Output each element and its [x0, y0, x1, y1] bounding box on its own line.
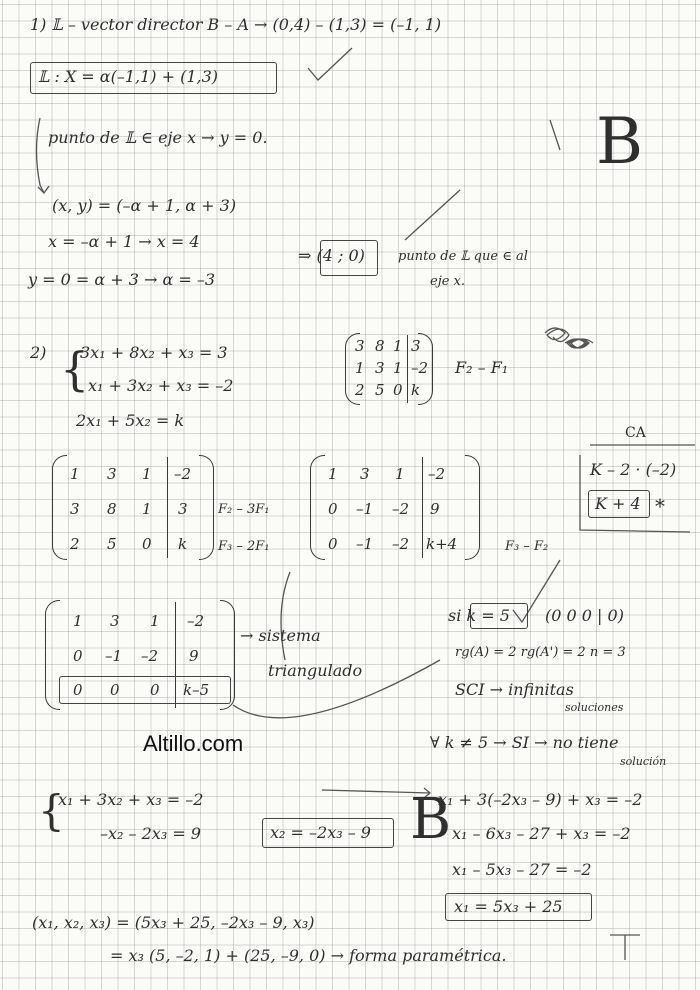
matrix-cell: –2: [141, 647, 159, 665]
matrix-cell: 5: [107, 535, 117, 553]
row-op-1b: F₃ – 2F₁: [218, 539, 270, 554]
rank-comparison: rg(A) = 2 rg(A') = 2 n = 3: [455, 645, 626, 660]
substitution-2: x₁ – 6x₃ – 27 + x₃ = –2: [452, 824, 631, 843]
ca-line-1: K – 2 · (–2): [590, 460, 677, 479]
triangulated-note-2: triangulado: [268, 661, 363, 680]
matrix-cell: –2: [174, 465, 192, 483]
si-conclusion-2: solución: [620, 755, 667, 768]
matrix-cell: k+4: [426, 535, 458, 553]
matrix-cell: 9: [430, 500, 440, 518]
matrix-cell: 0: [110, 681, 120, 699]
matrix-cell: 3: [355, 337, 365, 355]
matrix-cell: 3: [107, 465, 117, 483]
matrix-cell: 0: [142, 535, 152, 553]
ca-star: *: [655, 494, 665, 518]
system-eq-1: 3x₁ + 8x₂ + x₃ = 3: [80, 343, 228, 362]
matrix-cell: 2: [70, 535, 80, 553]
matrix-cell: –2: [411, 359, 429, 377]
matrix-cell: 2: [355, 381, 365, 399]
matrix-cell: –2: [187, 612, 205, 630]
ca-line-2: K + 4: [595, 494, 641, 513]
si-conclusion: ∀ k ≠ 5 → SI → no tiene: [430, 733, 619, 752]
zero-row: (0 0 0 | 0): [545, 606, 624, 625]
case-k-equals-5: si k = 5: [448, 606, 510, 625]
matrix-cell: 3: [375, 359, 385, 377]
augmented-matrix-step-2: [310, 455, 480, 560]
matrix-cell: k: [178, 535, 188, 553]
matrix-cell: 0: [150, 681, 160, 699]
matrix-cell: 0: [328, 500, 338, 518]
matrix-cell: –1: [356, 535, 374, 553]
system-brace: {: [60, 342, 90, 396]
matrix-cell: –1: [356, 500, 374, 518]
matrix-cell: 1: [393, 337, 403, 355]
matrix-cell: 0: [73, 647, 83, 665]
matrix-cell: 1: [142, 465, 152, 483]
intersection-point: ⇒ (4 ; 0): [298, 246, 365, 265]
sci-conclusion: SCI → infinitas: [455, 680, 574, 699]
matrix-cell: 9: [189, 647, 199, 665]
system-eq-3: 2x₁ + 5x₂ = k: [76, 411, 185, 430]
matrix-cell: 3: [70, 500, 80, 518]
matrix-cell: 1: [393, 359, 403, 377]
matrix-cell: 1: [142, 500, 152, 518]
x-equation: x = –α + 1 → x = 4: [48, 232, 200, 251]
matrix-cell: k–5: [183, 681, 210, 699]
matrix-cell: 1: [355, 359, 365, 377]
system-eq-2: x₁ + 3x₂ + x₃ = –2: [88, 376, 234, 395]
parametric-form: = x₃ (5, –2, 1) + (25, –9, 0) → forma paramétrica.: [110, 946, 507, 965]
result-note-2: eje x.: [430, 274, 466, 289]
result-note-1: punto de 𝕃 que ∈ al: [398, 249, 528, 264]
ca-title: CA: [625, 425, 646, 441]
matrix-divider: [407, 335, 408, 403]
x2-solution: x₂ = –2x₃ – 9: [270, 823, 371, 842]
grade-mark-1: B: [596, 105, 644, 179]
matrix-cell: 1: [150, 612, 160, 630]
matrix-cell: 1: [328, 465, 338, 483]
matrix-cell: 3: [360, 465, 370, 483]
matrix-cell: –2: [392, 500, 410, 518]
matrix-cell: 1: [70, 465, 80, 483]
site-watermark: Altillo.com: [143, 731, 244, 756]
matrix-cell: 8: [107, 500, 117, 518]
grade-mark-2: B: [410, 787, 452, 852]
augmented-matrix-initial: [345, 333, 433, 405]
param-equation: (x, y) = (–α + 1, α + 3): [52, 196, 237, 215]
augmented-matrix-triangular: [45, 600, 235, 710]
triangulated-note-1: → sistema: [240, 626, 321, 645]
problem-1-header: 1) 𝕃 – vector director B – A → (0,4) – (1,3) = (–1, 1): [30, 15, 442, 34]
matrix-cell: 3: [178, 500, 188, 518]
row-op-2: F₃ – F₂: [505, 539, 549, 554]
matrix-cell: –1: [105, 647, 123, 665]
x1-solution: x₁ = 5x₃ + 25: [454, 897, 563, 916]
matrix-cell: 0: [393, 381, 403, 399]
condition-note: punto de 𝕃 ∈ eje x → y = 0.: [48, 128, 268, 147]
matrix-cell: 3: [411, 337, 421, 355]
matrix-cell: 3: [110, 612, 120, 630]
row-op-1a: F₂ – 3F₁: [218, 502, 270, 517]
reduced-system-brace: {: [38, 786, 65, 835]
substitution-1: x₁ + 3(–2x₃ – 9) + x₃ = –2: [438, 790, 643, 809]
reduced-eq-1: x₁ + 3x₂ + x₃ = –2: [58, 790, 204, 809]
matrix-cell: 5: [375, 381, 385, 399]
row-op-swap: F₂ – F₁: [455, 358, 509, 377]
matrix-cell: 0: [73, 681, 83, 699]
augmented-matrix-step-1: [52, 455, 214, 560]
matrix-cell: k: [411, 381, 421, 399]
matrix-cell: 8: [375, 337, 385, 355]
matrix-cell: 1: [395, 465, 405, 483]
sci-conclusion-2: soluciones: [565, 701, 624, 714]
substitution-3: x₁ – 5x₃ – 27 = –2: [452, 860, 592, 879]
matrix-cell: 0: [328, 535, 338, 553]
matrix-cell: –2: [428, 465, 446, 483]
y-equation: y = 0 = α + 3 → α = –3: [28, 270, 216, 289]
reduced-eq-2: –x₂ – 2x₃ = 9: [100, 824, 201, 843]
line-equation: 𝕃 : X = α(–1,1) + (1,3): [38, 67, 219, 86]
matrix-cell: –2: [392, 535, 410, 553]
problem-2-label: 2): [30, 343, 47, 362]
matrix-cell: 1: [73, 612, 83, 630]
general-solution: (x₁, x₂, x₃) = (5x₃ + 25, –2x₃ – 9, x₃): [32, 913, 315, 932]
